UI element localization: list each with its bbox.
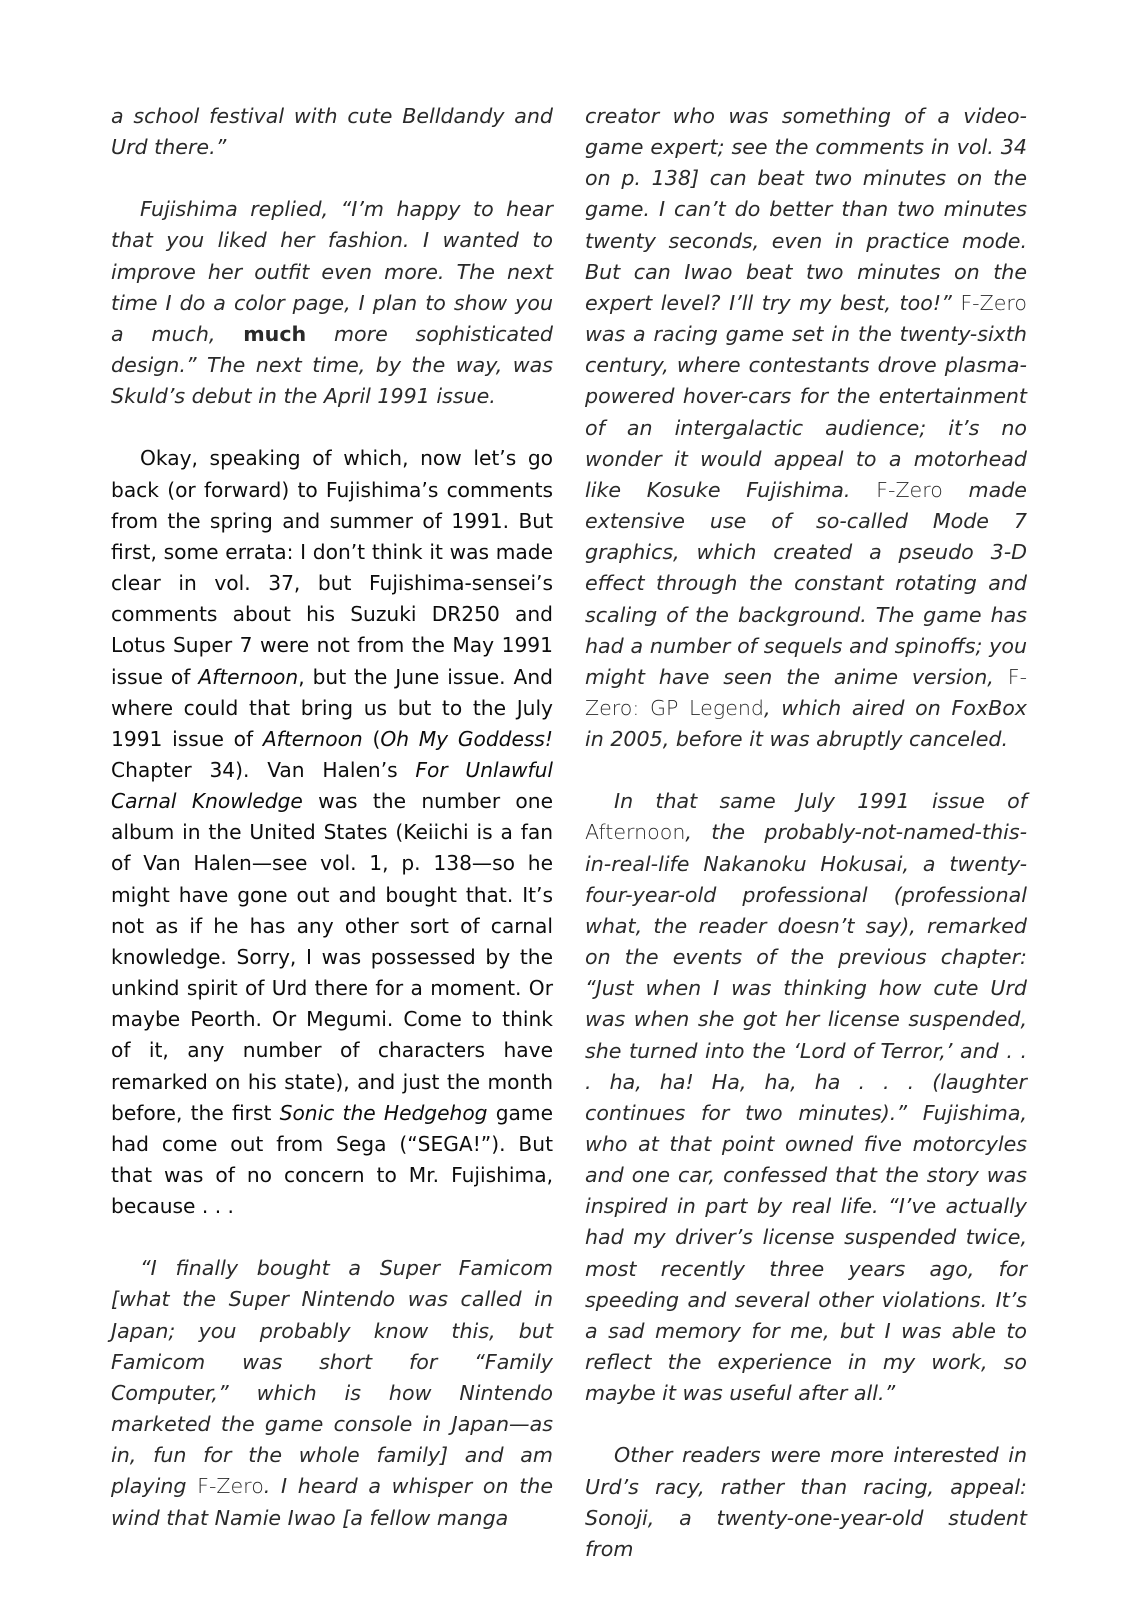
text-run: game had come out from Sega (“SEGA!”). But that was of no concern to Mr. Fujishima, because . . .	[111, 1100, 553, 1219]
title-f-zero: F-Zero	[960, 290, 1027, 315]
text-run: was the number one album in the United States (Keiichi is a fan of Van Halen—see vol. 1, p. 138—so he might have gone out and bought that. It’s not as if he has any other sort of carnal knowledge. Sorry, I was possessed by the unkind spirit of Urd there for a moment. Or maybe Peorth. Or Megumi. Come to think of it, any number of characters have remarked on his state), and just the month before, the first	[111, 789, 553, 1125]
text-run: more sophisticated design.” The next time, by the way, was Skuld’s debut in the April 1991 issue.	[111, 321, 553, 409]
title-afternoon: Afternoon	[585, 820, 686, 845]
text-run: , the probably-not-named-this-in-real-life Nakanoku Hokusai, a twenty-four-year-old professional (professional what, the reader doesn’t say), remarked on the events of the previous chapter: “Just when I was thinking how cute Urd was when she got her license suspended, she turned into the ‘Lord of Terror,’ and . . . ha, ha! Ha, ha, ha . . . (laughter continues for two minutes).” Fujishima, who at that point owned five motorcyles and one car, confessed that the story was inspired in part by real life. “I’ve actually had my driver’s license suspended twice, most recently three years ago, for speeding and several other violations. It’s a sad memory for me, but I was able to reflect the experience in my work, so maybe it was useful after all.”	[585, 820, 1027, 1406]
text-run: , but the June issue. And where could that bring us but to the July 1991 issue of	[111, 664, 553, 751]
text-run: . I heard a whisper on the wind that Namie Iwao [a fellow manga	[111, 1474, 553, 1530]
text-run: a school festival with cute Belldandy and Urd there.”	[111, 104, 553, 160]
title-afternoon: Afternoon	[198, 664, 299, 689]
left-column	[111, 101, 553, 1565]
paragraph-1	[111, 101, 553, 163]
paragraph-2	[585, 786, 1027, 1409]
text-run: , which aired on FoxBox in 2005, before it was abruptly canceled.	[585, 695, 1027, 752]
paragraph-3	[585, 1440, 1027, 1565]
paragraph-1	[585, 101, 1027, 755]
text-run: In that same July 1991 issue of	[614, 789, 1027, 814]
title-oh-my-goddess: Oh My Goddess!	[380, 726, 553, 751]
text-run: Okay, speaking of which, now let’s go back (or forward) to Fujishima’s comments from the spring and summer of 1991. But first, some errata: I don’t think it was made clear in vol. 37, but Fujishima-sensei’s comments about his Suzuki DR250 and Lotus Super 7 were not from the May 1991 issue of	[111, 446, 553, 689]
right-column	[585, 101, 1027, 1596]
title-f-zero: F-Zero	[876, 477, 943, 502]
paragraph-4	[111, 1253, 553, 1533]
paragraph-3	[111, 443, 553, 1222]
title-album: For Unlawful Carnal Knowledge	[111, 757, 553, 814]
text-run: “I finally bought a Super Famicom [what the Super Nintendo was called in Japan; you probably know this, but Famicom was short for “Family Computer,” which is how Nintendo marketed the game console in Japan—as in, fun for the whole family] and am playing	[111, 1256, 553, 1499]
title-sonic: Sonic the Hedgehog	[279, 1100, 488, 1125]
text-run: made extensive use of so-called Mode 7 graphics, which created a pseudo 3-D effect through the constant rotating and scaling of the background. The game has had a number of sequels and spinoffs; you might have seen the anime version,	[585, 477, 1027, 689]
title-afternoon: Afternoon	[262, 726, 363, 751]
text-run: (	[362, 726, 381, 751]
text-run: was a racing game set in the twenty-sixth century, where contestants drove plasma-powered hover-cars for the entertainment of an intergalactic audience; it’s no wonder it would appeal to a motorhead like Kosuke Fujishima.	[585, 322, 1027, 502]
text-run: creator who was something of a video-game expert; see the comments in vol. 34 on p. 138] can beat two minutes on the game. I can’t do better than two minutes twenty seconds, even in practice mode. But can Iwao beat two minutes on the expert level? I’ll try my best, too!”	[585, 104, 1027, 315]
title-f-zero-gp-legend: F-Zero: GP Legend	[585, 664, 1027, 720]
emphasis-much: much	[243, 321, 307, 346]
text-run: Chapter 34). Van Halen’s	[111, 757, 416, 782]
text-run: Fujishima replied, “I’m happy to hear that you liked her fashion. I wanted to improve her outfit even more. The next time I do a color page, I plan to show you a much,	[111, 197, 553, 346]
paragraph-2	[111, 194, 553, 412]
title-f-zero: F-Zero	[197, 1474, 264, 1499]
text-run: Other readers were more interested in Urd’s racy, rather than racing, appeal: Sonoji, a twenty-one-year-old student from	[585, 1443, 1027, 1561]
